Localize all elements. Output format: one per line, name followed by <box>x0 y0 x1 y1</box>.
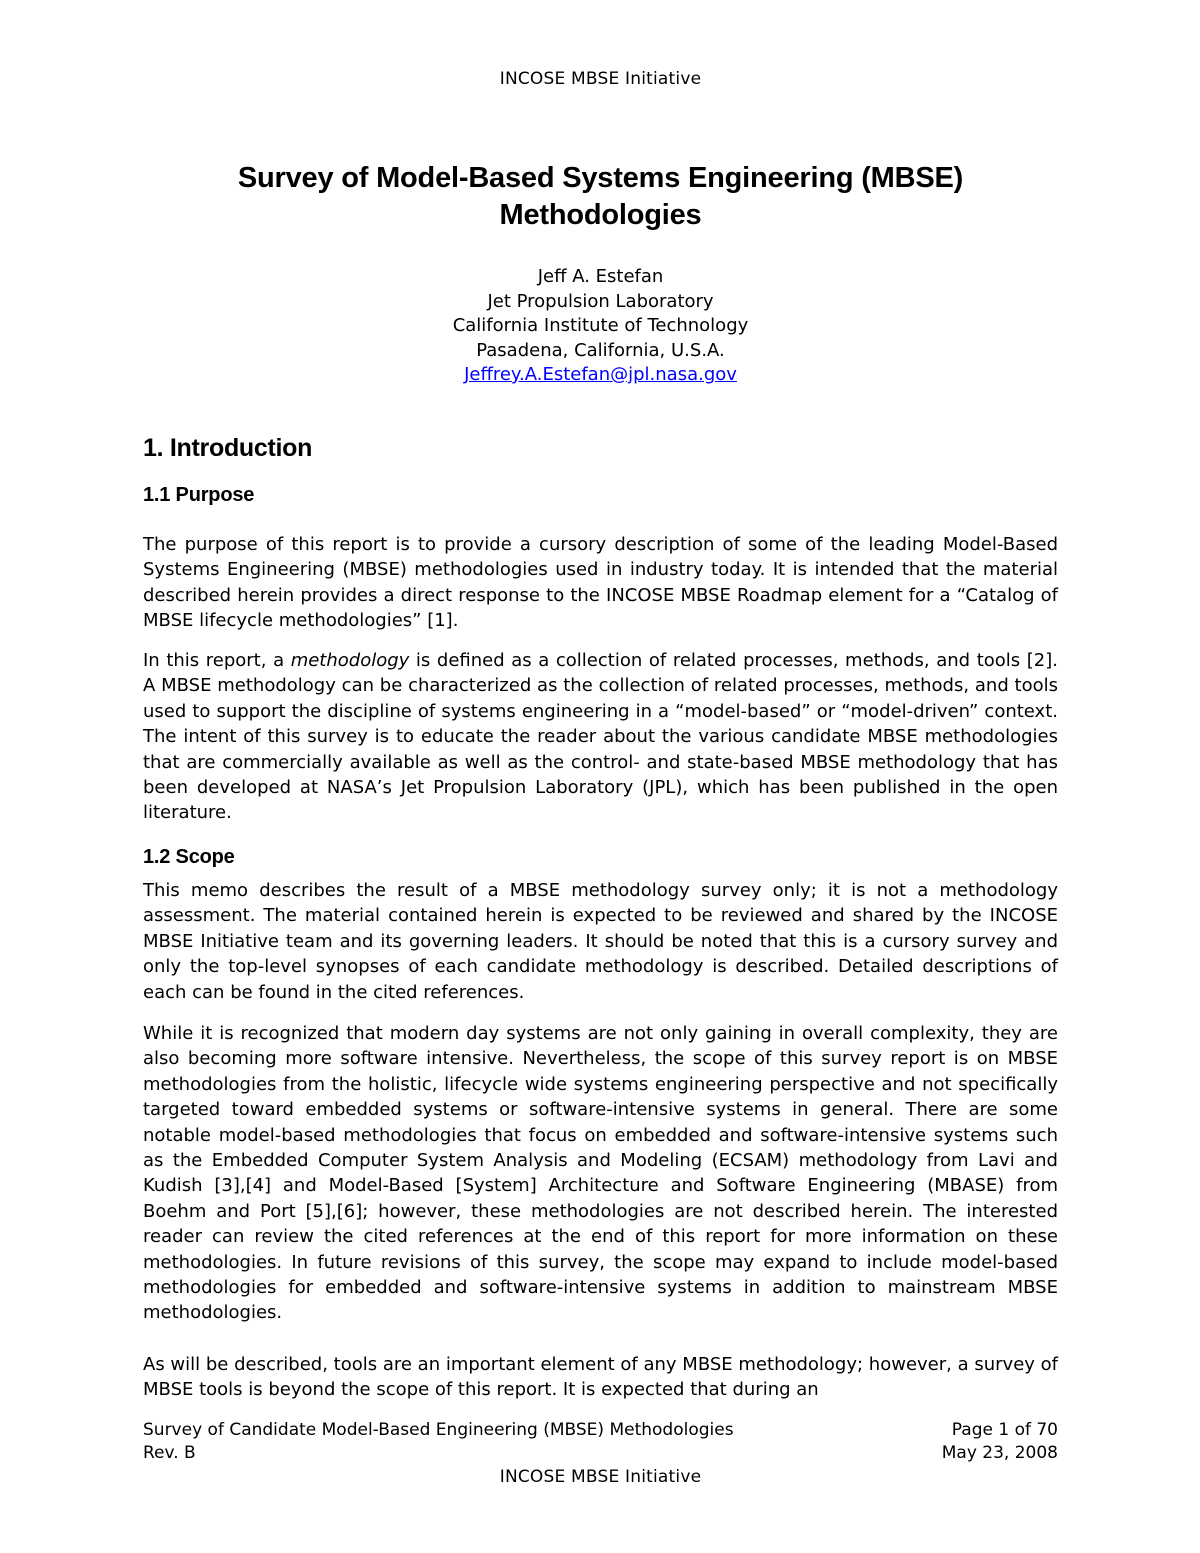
author-email-line <box>143 363 1058 388</box>
heading-scope: 1.2 Scope <box>143 846 235 868</box>
footer-row-top <box>143 1419 1058 1442</box>
page-title: Survey of Model-Based Systems Engineering (MBSE) Methodologies <box>237 162 964 231</box>
footer-revision: Rev. B <box>143 1443 196 1463</box>
methodology-lead-text: In this report, a <box>143 650 291 671</box>
methodology-rest-text: is defined as a collection of related processes, methods, and tools [2]. A MBSE methodology can be characterized as the collection of related processes, methods, and tools used to support the discipline of systems engineering in a “model-based” or “model-driven” context. The intent of this survey is to educate the reader about the various candidate MBSE methodologies that are commercially available as well as the control- and state-based MBSE methodology that has been developed at NASA’s Jet Propulsion Laboratory (JPL), which has been published in the open literature. <box>143 650 1058 824</box>
paragraph-scope-survey: This memo describes the result of a MBSE methodology survey only; it is not a methodology assessment. The material contained herein is expected to be reviewed and shared by the INCOSE MBSE Initiative team and its governing leaders. It should be noted that this is a cursory survey and only the top-level synopses of each candidate methodology is described. Detailed descriptions of each can be found in the cited references. <box>143 880 1058 1003</box>
heading-purpose: 1.1 Purpose <box>143 484 255 506</box>
paragraph-tools: As will be described, tools are an important element of any MBSE methodology; however, a survey of MBSE tools is beyond the scope of this report. It is expected that during an <box>143 1354 1058 1401</box>
author-email-link[interactable]: Jeffrey.A.Estefan@jpl.nasa.gov <box>464 364 737 385</box>
paragraph-purpose: The purpose of this report is to provide a cursory description of some of the leading Model-Based Systems Engineering (MBSE) methodologies used in industry today. It is intended that the material described herein provides a direct response to the INCOSE MBSE Roadmap element for a “Catalog of MBSE lifecycle methodologies” [1]. <box>143 534 1058 632</box>
heading-introduction: 1. Introduction <box>143 434 313 462</box>
footer-document-title: Survey of Candidate Model-Based Engineering (MBSE) Methodologies <box>143 1420 734 1440</box>
author-location: Pasadena, California, U.S.A. <box>476 339 725 361</box>
footer-row-bottom <box>143 1442 1058 1465</box>
footer-date: May 23, 2008 <box>941 1443 1058 1463</box>
running-header: INCOSE MBSE Initiative <box>499 69 702 89</box>
author-block <box>143 265 1058 388</box>
author-name: Jeff A. Estefan <box>537 266 664 287</box>
author-institution: California Institute of Technology <box>452 315 749 336</box>
author-organization: Jet Propulsion Laboratory <box>487 290 714 312</box>
page-footer <box>143 1419 1058 1465</box>
running-footer: INCOSE MBSE Initiative <box>499 1467 702 1487</box>
footer-page-number: Page 1 of 70 <box>951 1420 1058 1440</box>
paragraph-methodology-definition <box>143 648 1058 826</box>
methodology-italic-term: methodology <box>290 650 410 671</box>
paragraph-scope-software-intensive: While it is recognized that modern day systems are not only gaining in overall complexity, they are also becoming more software intensive. Nevertheless, the scope of this survey report is on MBSE methodologies from the holistic, lifecycle wide systems engineering perspective and not specifically targeted toward embedded systems or software-intensive systems in general. There are some notable model-based methodologies that focus on embedded and software-intensive systems such as the Embedded Computer System Analysis and Modeling (ECSAM) methodology from Lavi and Kudish [3],[4] and Model-Based [System] Architecture and Software Engineering (MBASE) from Boehm and Port [5],[6]; however, these methodologies are not described herein. The interested reader can review the cited references at the end of this report for more information on these methodologies. In future revisions of this survey, the scope may expand to include model-based methodologies for embedded and software-intensive systems in addition to mainstream MBSE methodologies. <box>143 1023 1058 1324</box>
